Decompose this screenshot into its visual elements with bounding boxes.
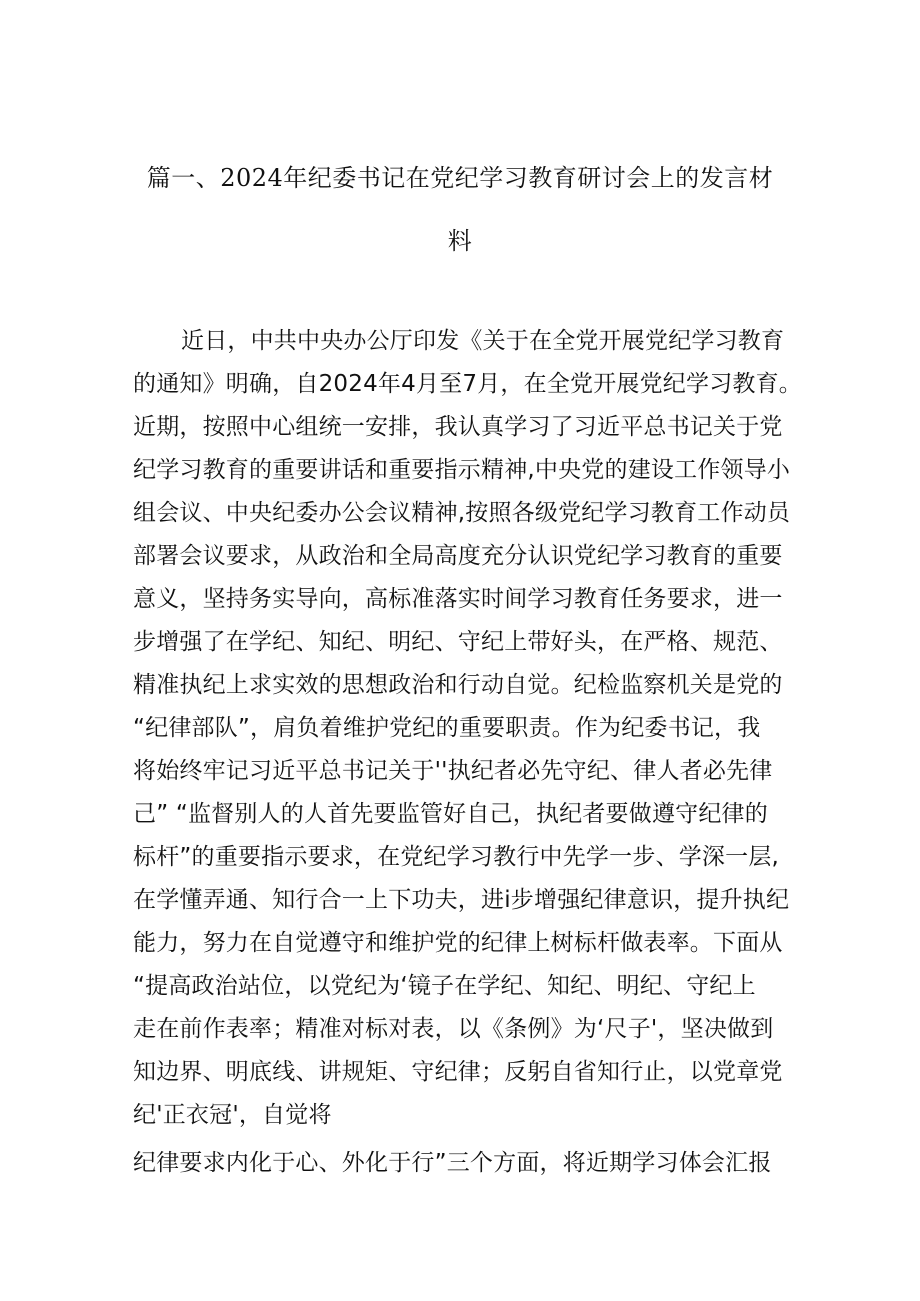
- body-line: 将始终牢记习近平总书记关于''执纪者必先守纪、律人者必先律: [133, 758, 773, 784]
- body-line: 能力，努力在自觉遵守和维护党的纪律上树标杆做表率。下面从: [133, 930, 783, 956]
- body-line: “纪律部队”，肩负着维护党纪的重要职责。作为纪委书记，我: [133, 715, 761, 741]
- body-line: 部署会议要求，从政治和全局高度充分认识党纪学习教育的重要: [133, 543, 783, 569]
- body-line: 精准执纪上求实效的思想政治和行动自觉。纪检监察机关是党的: [133, 672, 783, 698]
- body-line: 在学懂弄通、知行合一上下功夫，进i步增强纪律意识，提升执纪: [133, 887, 790, 913]
- body-line: “提高政治站位，以党纪为‘镜子在学纪、知纪、明纪、守纪上: [133, 973, 756, 999]
- body-line: 纪学习教育的重要讲话和重要指示精神,中央党的建设工作领导小: [133, 457, 791, 483]
- body-line: 走在前作表率；精准对标对表，以《条例》为‘尺子'，坚决做到: [133, 1016, 774, 1042]
- body-line: 组会议、中央纪委办公会议精神,按照各级党纪学习教育工作动员: [133, 500, 791, 526]
- body-line: 步增强了在学纪、知纪、明纪、守纪上带好头，在严格、规范、: [133, 629, 783, 655]
- document-title-line-2: 料: [447, 227, 473, 255]
- document-title-line-1: 篇一、2024年纪委书记在党纪学习教育研讨会上的发言材: [146, 164, 774, 192]
- body-line: 纪律要求内化于心、外化于行”三个方面，将近期学习体会汇报: [133, 1150, 772, 1176]
- body-line: 纪'正衣冠'，自觉将: [133, 1102, 332, 1128]
- body-line: 标杆”的重要指示要求，在党纪学习教行中先学一步、学深一层,: [133, 844, 780, 870]
- body-line: 的通知》明确，自2024年4月至7月，在全党开展党纪学习教育。: [133, 371, 802, 397]
- body-line: 近期，按照中心组统一安排，我认真学习了习近平总书记关于党: [133, 414, 783, 440]
- body-line: 意义，坚持务实导向，高标准落实时间学习教育任务要求，进一: [133, 586, 783, 612]
- body-line: 近日，中共中央办公厅印发《关于在全党开展党纪学习教育: [181, 328, 785, 354]
- document-body: [133, 320, 802, 1185]
- body-line: 知边界、明底线、讲规矩、守纪律；反躬自省知行止，以党章党: [133, 1059, 783, 1085]
- body-line: 己” “监督别人的人首先要监管好自己，执纪者要做遵守纪律的: [133, 801, 768, 827]
